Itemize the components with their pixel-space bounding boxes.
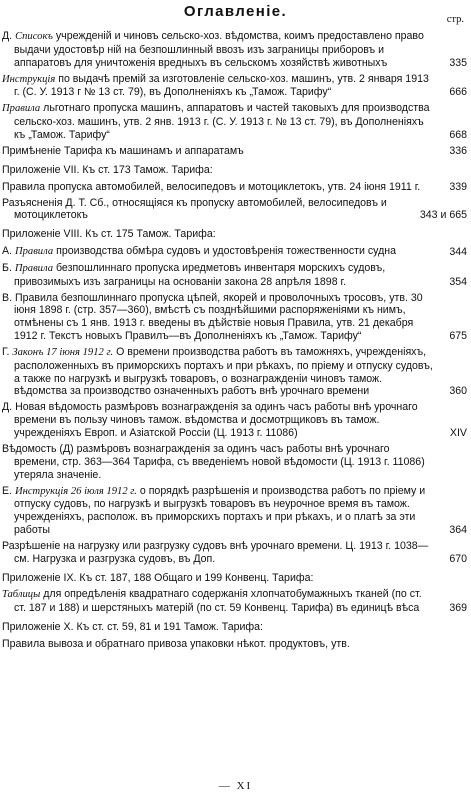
toc-entry-text (2, 102, 469, 141)
toc-page-number: 336 (449, 144, 467, 157)
toc-entry (2, 30, 469, 69)
toc-entry (2, 485, 469, 537)
toc-entry (2, 181, 469, 194)
toc-entry (2, 401, 469, 439)
toc-entry-italic-lead: Правила (14, 262, 54, 274)
toc-entry-body: О времени производства работъ въ таможняхъ, учрежденіяхъ, расположенныхъ въ приморскихъ портахъ и при рѣкахъ, по пріему и отпуску судовъ, а также по нагрузкѣ и выгрузкѣ товаровъ, о вознагражденіи чиновъ тамож. вѣдомства за производство означенныхъ работъ внѣ урочнаго времени (14, 346, 433, 398)
toc-page-number: 675 (449, 330, 467, 343)
toc-entry-text (2, 443, 469, 481)
table-of-contents (2, 30, 469, 654)
toc-entry-text (2, 197, 469, 223)
toc-entry-text (2, 73, 469, 100)
toc-entry (2, 540, 469, 566)
toc-entry (2, 102, 469, 141)
toc-entry-letter: Д. (2, 30, 16, 42)
toc-entry-body: Правила безпошлиннаго пропуска цѣпей, якорей и проволочныхъ тросовъ, утв. 30 іюня 1898 г. (стр. 357—360), вмѣстѣ съ позднѣйшими распоряженіями къ нимъ, отмѣнены съ 1 янв. 1913 г. введены въ дѣйствіе новыя Правила, утв. 21 декабря 1912 г. Текстъ новыхъ Правилъ—въ Дополненіяхъ къ „Тамож. Тарифу“ (14, 291, 423, 343)
toc-entry (2, 588, 469, 615)
toc-entry-body: Разъясненія Д. Т. Сб., относящіяся къ пропуску автомобилей, велосипедовъ и мотоциклетокъ (2, 196, 387, 222)
toc-entry-body: о порядкѣ разрѣшенія и производства работъ по пріему и отпуску судовъ, по нагрузкѣ и выгрузкѣ товаровъ въ неурочное время въ тамож. учрежденіяхъ, располож. въ приморскихъ портахъ и при рѣкахъ, и о платѣ за эти работы (14, 484, 426, 536)
toc-entry (2, 245, 469, 259)
toc-entry-body: Новая вѣдомость размѣровъ вознагражденія за одинъ часъ работы внѣ урочнаго времени въ пользу чиновъ тамож. вѣдомства и досмотрщиковъ въ тамож. учрежденіяхъ Европ. и Азіатской Россіи (Ц. 1913 г. 11086) (14, 401, 418, 440)
toc-page-number: 343 и 665 (419, 209, 467, 222)
toc-entry (2, 292, 469, 343)
toc-entry-body: льготнаго пропуска машинъ, аппаратовъ и частей таковыхъ для производства сельско-хоз. машинъ, утв. 2 янв. 1913 г. (С. У. 1913 г. № 13 ст. 79), въ Дополненіяхъ къ „Тамож. Тарифу“ (14, 102, 430, 141)
toc-entry-text (2, 346, 469, 398)
toc-entry-text (2, 485, 469, 537)
toc-entry-letter: Б. (2, 261, 15, 274)
toc-entry (2, 145, 469, 158)
toc-entry-body: Примѣненіе Тарифа къ машинамъ и аппаратамъ (2, 144, 244, 157)
toc-entry (2, 262, 469, 289)
toc-page-number: 670 (449, 552, 467, 565)
toc-page-number: 344 (449, 245, 467, 258)
toc-entry-text (2, 145, 469, 158)
toc-entry-letter: Д. (2, 401, 16, 414)
toc-entry-text (2, 401, 469, 439)
toc-entry-letter: В. (2, 291, 15, 304)
toc-entry-text (2, 540, 469, 566)
toc-page-number: 335 (449, 56, 467, 69)
toc-section-heading: Приложеніе VII. Къ ст. 173 Тамож. Тарифа: (2, 163, 213, 176)
toc-page-number: 360 (449, 385, 467, 398)
toc-entry-text (2, 638, 469, 651)
toc-entry-italic-lead: Правила (2, 103, 41, 115)
toc-page-number: 339 (449, 180, 467, 193)
toc-page-number: 666 (449, 86, 467, 99)
toc-entry-text (2, 588, 469, 615)
toc-entry-text (2, 30, 469, 69)
toc-entry-text (2, 262, 469, 289)
toc-section-heading: Приложеніе IX. Къ ст. 187, 188 Общаго и 199 Конвенц. Тарифа: (2, 571, 314, 584)
toc-entry-body: производства обмѣра судовъ и удостовѣренія тожественности судна (56, 244, 397, 257)
toc-page-number: XIV (449, 427, 467, 440)
toc-entry-body: Правила пропуска автомобилей, велосипедовъ и мотоциклетокъ, утв. 24 іюня 1911 г. (2, 180, 421, 193)
page-footer: — XI (218, 780, 253, 792)
toc-page-number: 668 (449, 128, 467, 141)
toc-entry-italic-lead: Правила (14, 245, 54, 257)
toc-entry-letter: Е. (2, 484, 15, 497)
toc-section-heading: Приложеніе VIII. Къ ст. 175 Тамож. Тарифа: (2, 228, 216, 241)
toc-entry (2, 638, 469, 651)
toc-page-number: 354 (449, 275, 467, 288)
toc-entry-text (2, 181, 469, 194)
toc-entry (2, 346, 469, 398)
toc-entry-body: Разрѣшеніе на нагрузку или разгрузку судовъ внѣ урочнаго времени. Ц. 1913 г. 1038—см. Нагрузка и разгрузка судовъ, въ Доп. (2, 539, 429, 565)
toc-page-number: 364 (449, 523, 467, 536)
toc-entry-letter: Г. (2, 346, 13, 359)
toc-entry-body: безпошлиннаго пропуска иредметовъ инвентаря морскихъ судовъ, привозимыхъ изъ заграницы на основаніи закона 28 апрѣля 1898 г. (14, 261, 386, 288)
toc-page-number: 369 (449, 602, 467, 615)
toc-entry-italic-lead: Законъ 17 іюня 1912 г. (12, 347, 114, 359)
toc-entry-italic-lead: Списокъ (15, 31, 53, 42)
toc-entry-body: по выдачѣ премій за изготовленіе сельско-хоз. машинъ, утв. 2 января 1913 г. (С. У. 1913 г № 13 ст. 79), въ Дополненіяхъ къ „Тамож. Тарифу“ (14, 72, 429, 99)
toc-entry-body: учрежденій и чиновъ сельско-хоз. вѣдомства, коимъ предоставлено право выдачи удостовѣр ній на безпошлинный ввозъ изъ заграницы приборовъ и аппаратовъ для уничтоженія вредныхъ въ сельскомъ хозяйствѣ животныхъ (14, 30, 424, 69)
toc-entry (2, 197, 469, 223)
toc-entry-text (2, 245, 469, 259)
toc-entry (2, 443, 469, 481)
toc-entry-letter: А. (2, 244, 15, 257)
toc-entry-text (2, 292, 469, 343)
page-column-label: стр. (446, 14, 464, 25)
toc-entry-body: Правила вывоза и обратнаго привоза упаковки нѣкот. продуктовъ, утв. (2, 637, 350, 650)
toc-entry-italic-lead: Таблицы (2, 589, 41, 601)
page-title: Оглавленie. (183, 3, 288, 20)
toc-entry-body: для опредѣленія квадратнаго содержанія хлопчатобумажныхъ тканей (по ст. ст. 187 и 188) и шерстяныхъ матерій (по ст. 59 Конвенц. Тарифа) въ единицѣ вѣса (14, 588, 422, 615)
toc-section-heading: Приложеніе X. Къ ст. ст. 59, 81 и 191 Тамож. Тарифа: (2, 620, 263, 633)
toc-entry-italic-lead: Инструкція 26 іюля 1912 г. (14, 485, 137, 497)
toc-entry-body: Вѣдомость (Д) размѣровъ вознагражденія за одинъ часъ работы внѣ урочнаго времени, стр. 363—364 Тарифа, съ введеніемъ новой вѣдомости (Ц. 1913 г. 11086) утеряла значеніе. (2, 443, 425, 481)
toc-entry-italic-lead: Инструкція (2, 73, 56, 85)
toc-entry (2, 73, 469, 100)
